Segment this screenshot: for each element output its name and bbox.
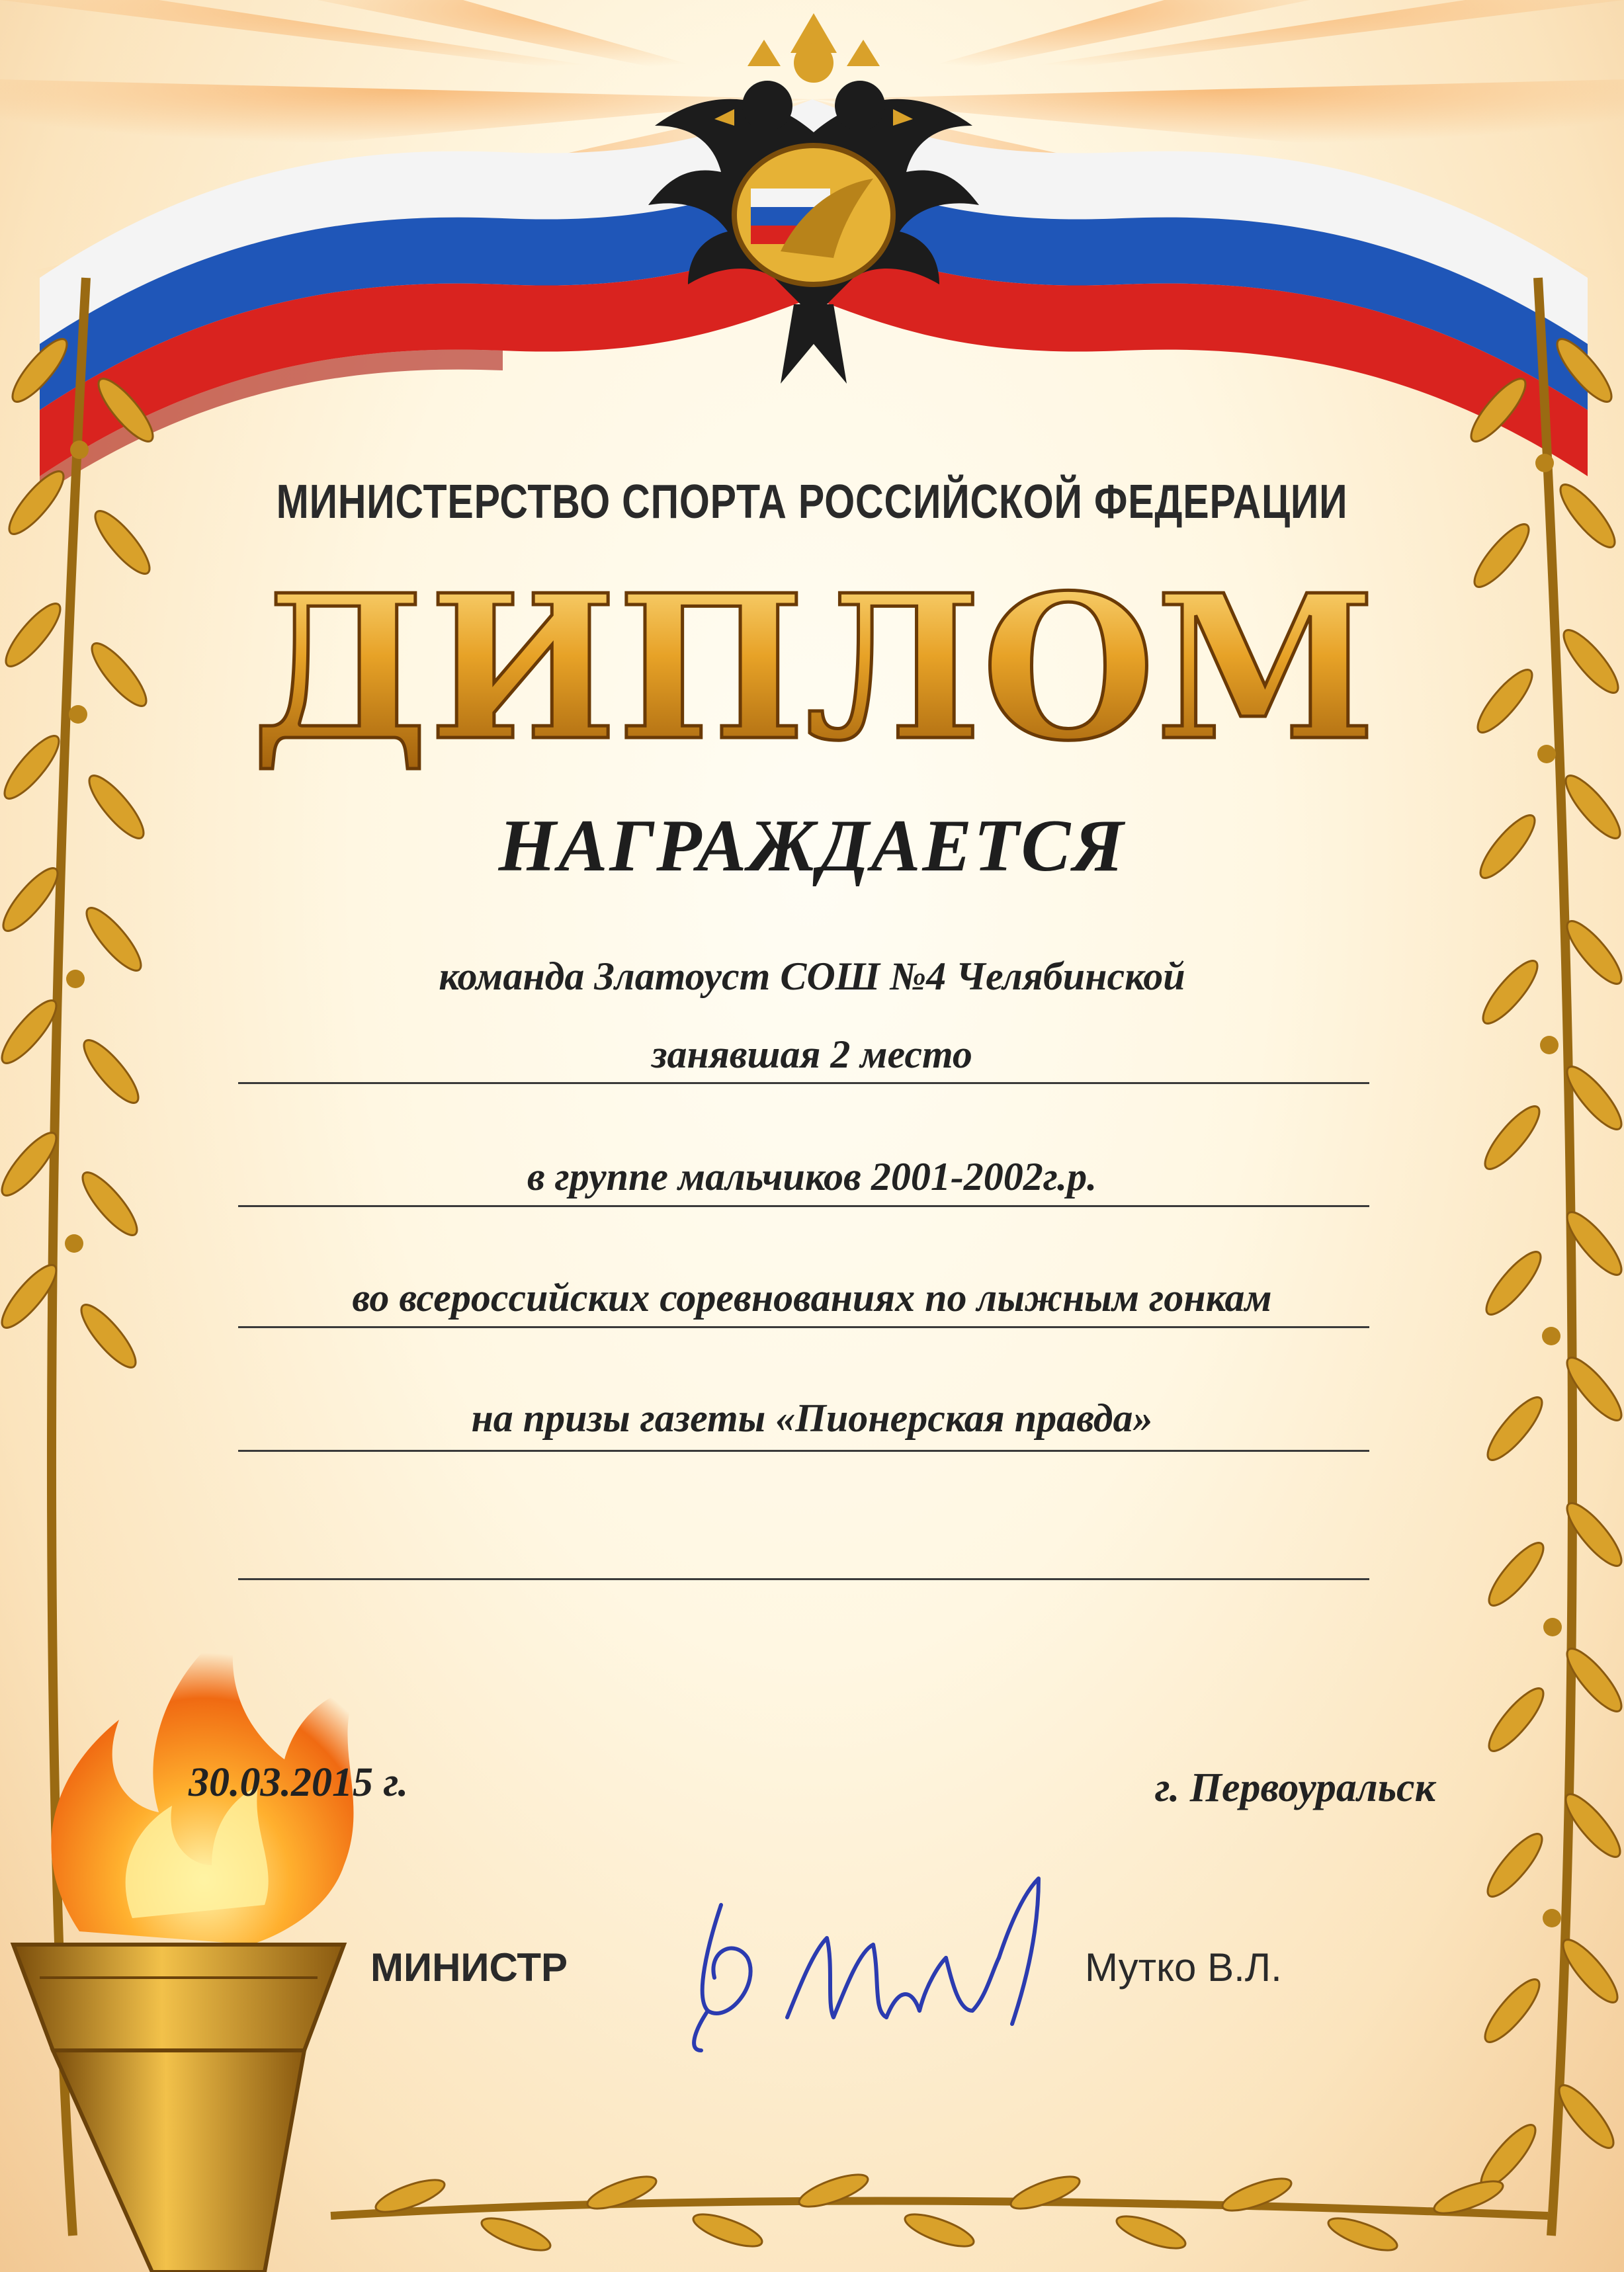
competition-line: во всероссийских соревнованиях по лыжным гонкам xyxy=(352,1276,1272,1320)
ministry-header: МИНИСТЕРСТВО СПОРТА РОССИЙСКОЙ ФЕДЕРАЦИИ xyxy=(276,476,1348,528)
prize-line: на призы газеты «Пионерская правда» xyxy=(471,1396,1153,1440)
olympic-torch-icon xyxy=(0,1521,503,2272)
diploma-title xyxy=(218,556,1409,780)
underline-4 xyxy=(238,1450,1369,1452)
underline-2 xyxy=(238,1205,1369,1207)
award-date: 30.03.2015 г. xyxy=(189,1760,409,1805)
award-heading: НАГРАЖДАЕТСЯ xyxy=(498,805,1126,887)
signature-icon xyxy=(668,1852,1065,2103)
place-line: занявшая 2 место xyxy=(652,1032,972,1076)
underline-3 xyxy=(238,1326,1369,1328)
team-line: команда Златоуст СОШ №4 Челябинской xyxy=(439,954,1185,998)
signer-name: Мутко В.Л. xyxy=(1085,1945,1282,1990)
underline-1 xyxy=(238,1082,1369,1084)
group-line: в группе мальчиков 2001-2002г.р. xyxy=(527,1155,1097,1199)
title-text: ДИПЛОМ xyxy=(251,556,1376,780)
underline-5 xyxy=(238,1578,1369,1580)
position-label: МИНИСТР xyxy=(370,1945,568,1990)
award-city: г. Первоуральск xyxy=(1154,1765,1435,1810)
